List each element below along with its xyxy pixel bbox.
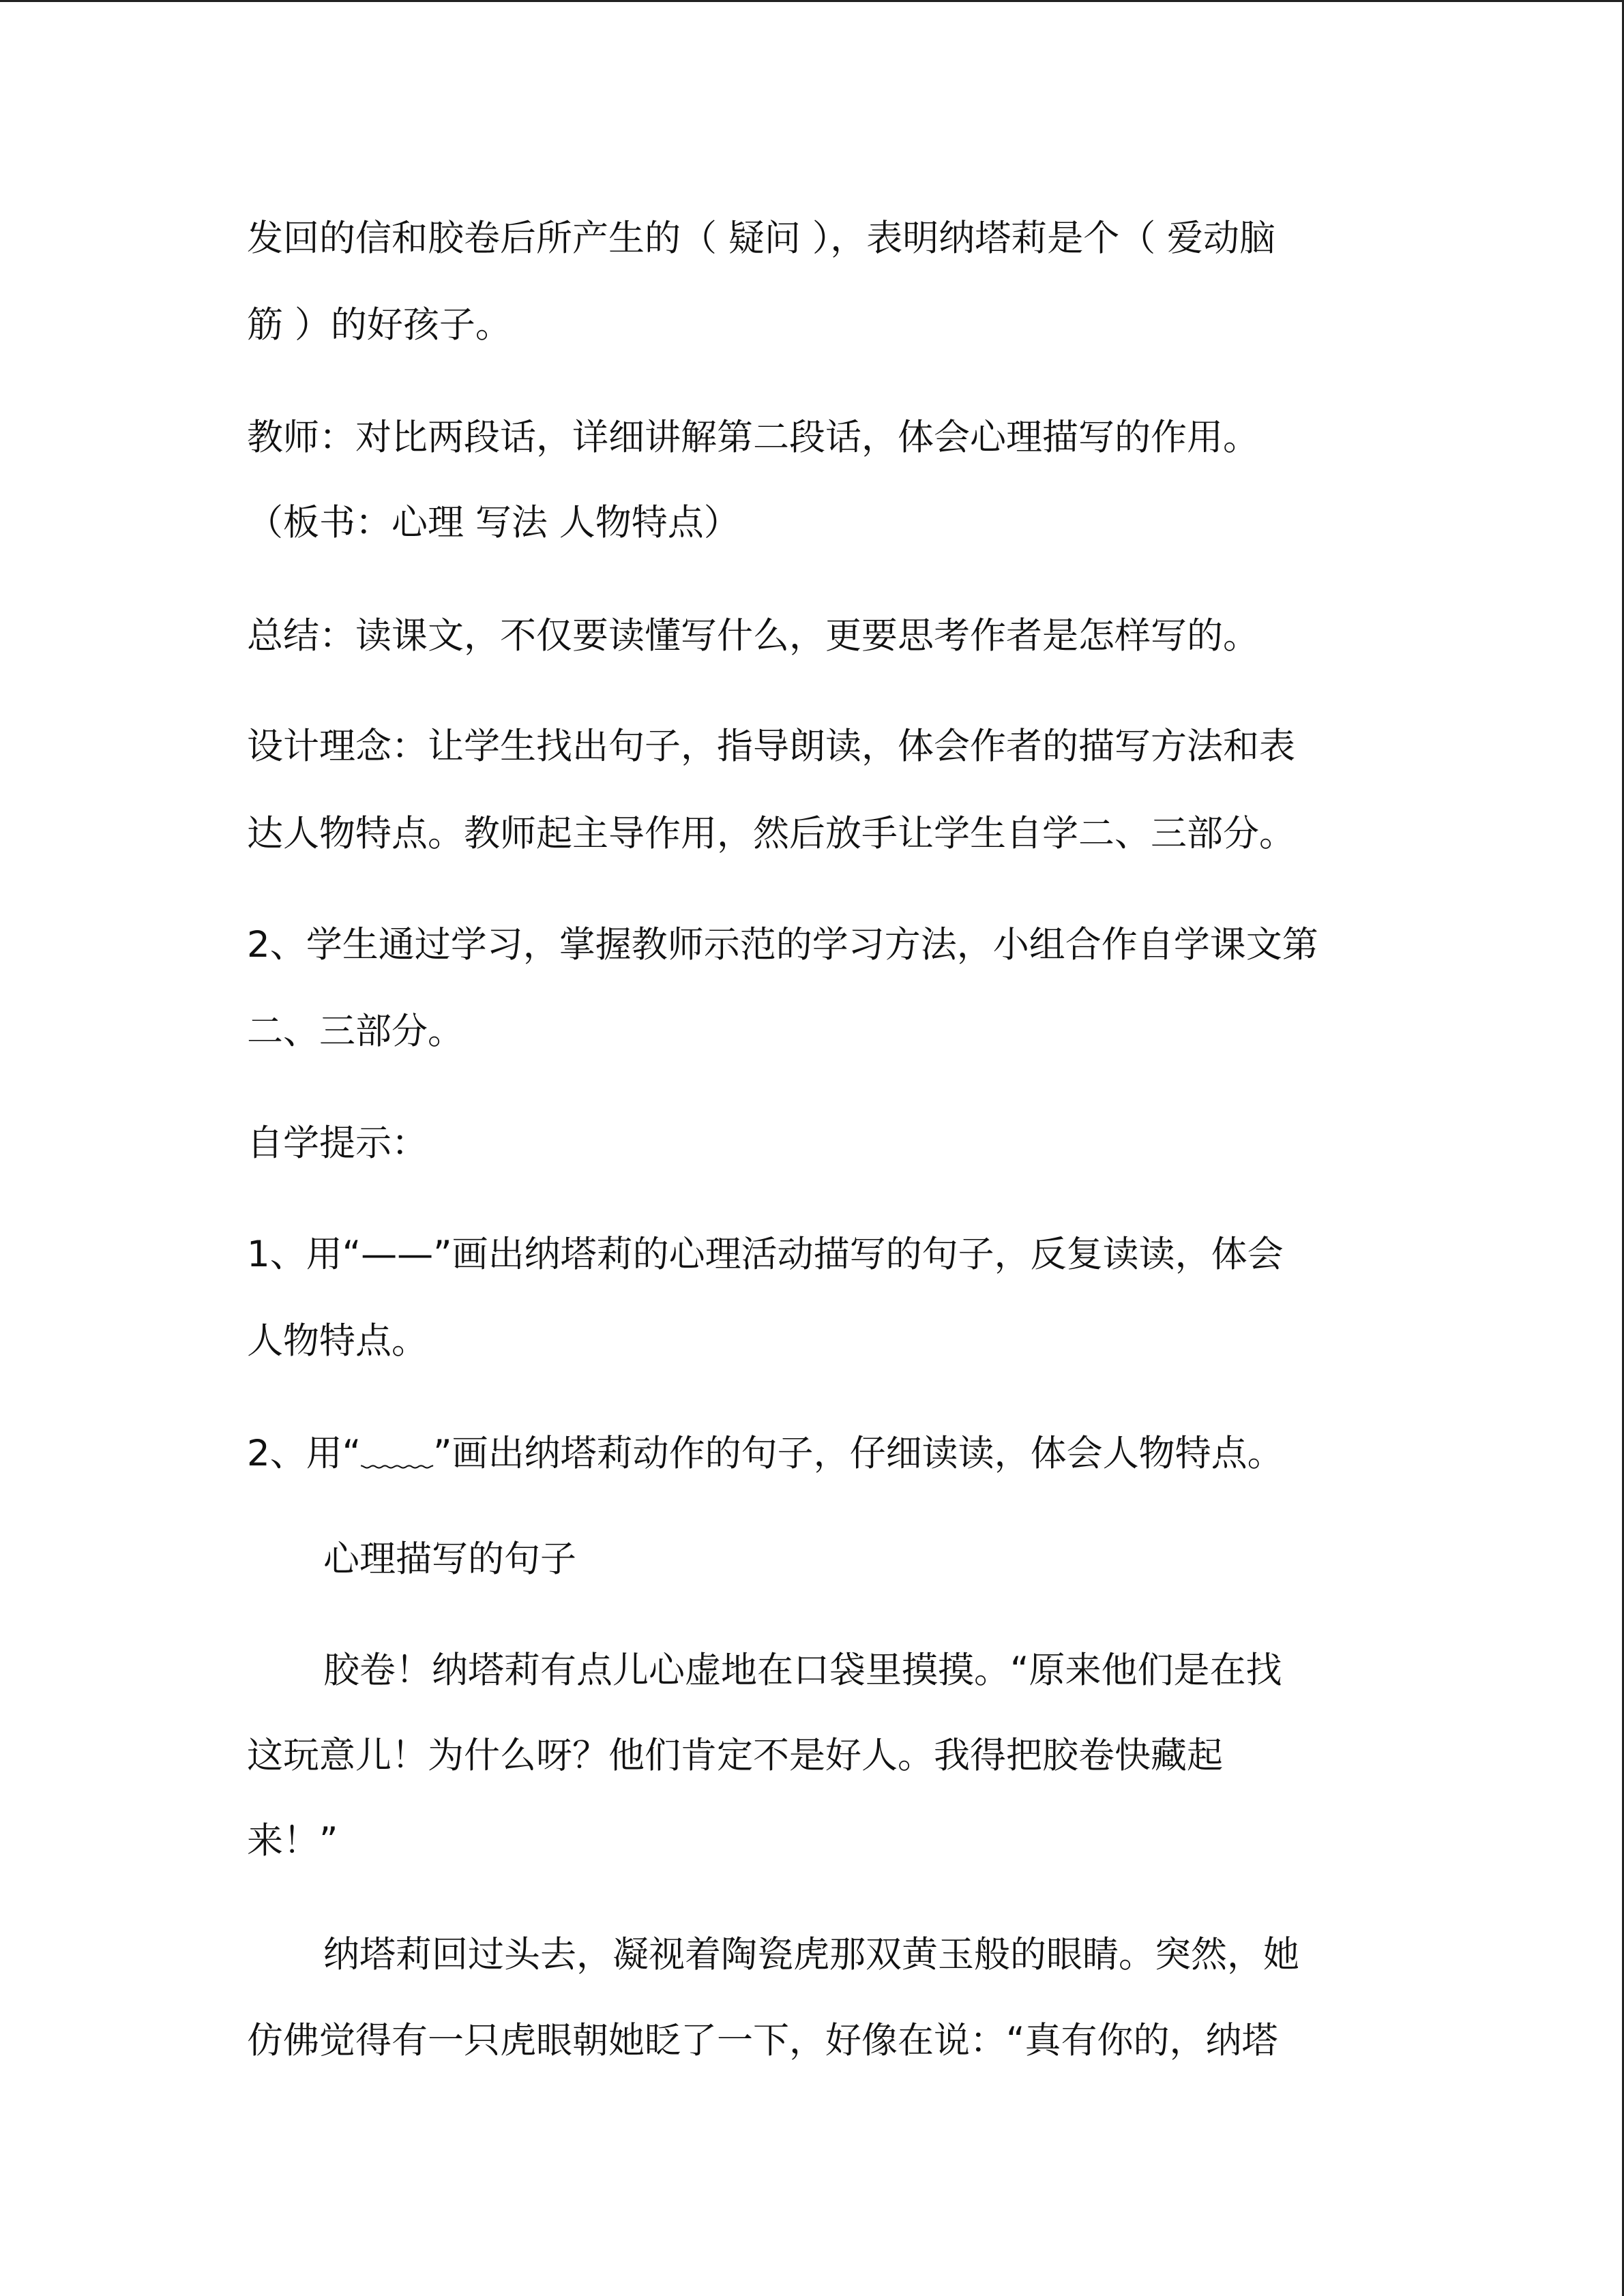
paragraph-line: 2、学生通过学习，掌握教师示范的学习方法，小组合作自学课文第 xyxy=(247,924,1318,966)
summary-line: 总结：读课文，不仅要读懂写什么，更要思考作者是怎样写的。 xyxy=(247,615,1259,657)
page-border-top xyxy=(0,0,1624,2)
paragraph-line: 发回的信和胶卷后所产生的（ 疑问 ），表明纳塔莉是个（ 爱动脑 xyxy=(247,218,1276,259)
paragraph-line: 设计理念：让学生找出句子，指导朗读，体会作者的描写方法和表 xyxy=(247,726,1295,767)
quote-line: 仿佛觉得有一只虎眼朝她眨了一下，好像在说：“真有你的，纳塔 xyxy=(247,2020,1278,2061)
paragraph-line: 达人物特点。教师起主导作用，然后放手让学生自学二、三部分。 xyxy=(247,813,1295,854)
quote-line: 胶卷！纳塔莉有点儿心虚地在口袋里摸摸。“原来他们是在找 xyxy=(323,1650,1282,1691)
section-heading: 心理描写的句子 xyxy=(323,1538,576,1580)
list-item: 2、用“﹏﹏”画出纳塔莉动作的句子，仔细读读，体会人物特点。 xyxy=(247,1433,1284,1474)
list-item: 人物特点。 xyxy=(247,1320,428,1362)
paragraph-line: 二、三部分。 xyxy=(247,1011,464,1052)
paragraph-line: 教师：对比两段话，详细讲解第二段话，体会心理描写的作用。 xyxy=(247,417,1259,458)
quote-line: 纳塔莉回过头去，凝视着陶瓷虎那双黄玉般的眼睛。突然，她 xyxy=(323,1934,1299,1976)
quote-line: 这玩意儿！为什么呀？他们肯定不是好人。我得把胶卷快藏起 xyxy=(247,1735,1223,1776)
self-study-heading: 自学提示： xyxy=(247,1122,428,1164)
quote-line: 来！” xyxy=(247,1820,338,1862)
list-item: 1、用“——”画出纳塔莉的心理活动描写的句子，反复读读，体会 xyxy=(247,1234,1284,1275)
paragraph-line: 筋 ）的好孩子。 xyxy=(247,304,512,346)
blackboard-note: （板书：心理 写法 人物特点） xyxy=(247,502,740,543)
